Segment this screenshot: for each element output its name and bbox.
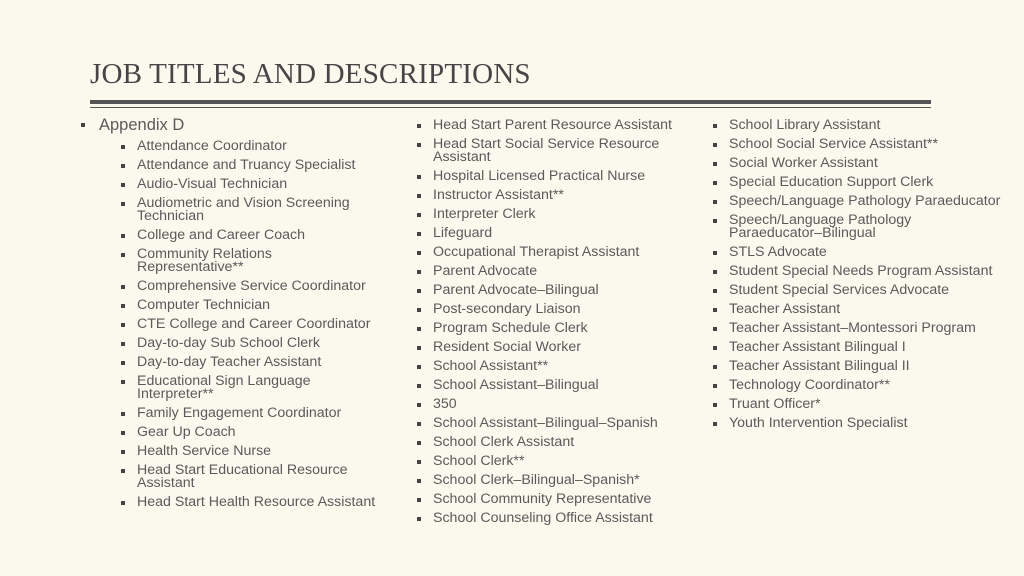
list-item	[711, 243, 1001, 262]
square-bullet-icon	[713, 251, 717, 255]
job-title-text: Head Start Health Resource Assistant	[137, 494, 376, 510]
appendix-heading-label: Appendix D	[99, 116, 185, 134]
square-bullet-icon	[713, 162, 717, 166]
square-bullet-icon	[121, 253, 125, 257]
square-bullet-icon	[121, 361, 125, 365]
square-bullet-icon	[417, 232, 421, 236]
square-bullet-icon	[417, 422, 421, 426]
square-bullet-icon	[417, 194, 421, 198]
job-title-text: Gear Up Coach	[137, 424, 236, 440]
job-title-text: Comprehensive Service Coordinator	[137, 278, 366, 294]
job-title-text: Interpreter Clerk	[433, 206, 536, 222]
square-bullet-icon	[121, 412, 125, 416]
job-titles-column-3	[711, 116, 1001, 433]
list-item	[80, 372, 380, 404]
square-bullet-icon	[713, 327, 717, 331]
list-item	[415, 205, 690, 224]
list-item	[415, 452, 690, 471]
job-title-text: Health Service Nurse	[137, 443, 272, 459]
list-item	[711, 135, 1001, 154]
job-title-text: STLS Advocate	[729, 244, 827, 260]
list-item	[711, 281, 1001, 300]
list-item	[415, 243, 690, 262]
list-item	[80, 277, 380, 296]
square-bullet-icon	[417, 384, 421, 388]
list-item	[80, 423, 380, 442]
job-title-text: School Library Assistant	[729, 117, 881, 133]
square-bullet-icon	[417, 175, 421, 179]
list-item	[711, 395, 1001, 414]
slide-title: JOB TITLES AND DESCRIPTIONS	[90, 58, 531, 90]
square-bullet-icon	[713, 403, 717, 407]
square-bullet-icon	[121, 342, 125, 346]
job-title-text: Day-to-day Teacher Assistant	[137, 354, 322, 370]
list-item	[711, 116, 1001, 135]
square-bullet-icon	[713, 219, 717, 223]
square-bullet-icon	[713, 270, 717, 274]
square-bullet-icon	[713, 346, 717, 350]
job-title-text: Speech/Language Pathology Paraeducator–Bilingual	[729, 212, 912, 241]
square-bullet-icon	[417, 479, 421, 483]
list-item	[415, 490, 690, 509]
square-bullet-icon	[121, 285, 125, 289]
list-item	[415, 135, 690, 167]
job-title-text: Audio-Visual Technician	[137, 176, 288, 192]
list-item	[80, 404, 380, 423]
list-item	[711, 338, 1001, 357]
list-item	[415, 262, 690, 281]
job-title-text: Head Start Parent Resource Assistant	[433, 117, 672, 133]
job-title-text: Special Education Support Clerk	[729, 174, 934, 190]
job-title-text: School Clerk Assistant	[433, 434, 575, 450]
job-title-text: School Assistant–Bilingual	[433, 377, 599, 393]
job-title-text: Speech/Language Pathology Paraeducator	[729, 193, 1001, 209]
square-bullet-icon	[417, 251, 421, 255]
square-bullet-icon	[713, 181, 717, 185]
square-bullet-icon	[417, 460, 421, 464]
job-title-text: Instructor Assistant**	[433, 187, 564, 203]
square-bullet-icon	[121, 304, 125, 308]
square-bullet-icon	[417, 365, 421, 369]
job-title-text: Community Relations Representative**	[137, 246, 272, 275]
job-title-text: Attendance and Truancy Specialist	[137, 157, 356, 173]
square-bullet-icon	[417, 498, 421, 502]
job-title-text: Audiometric and Vision Screening Technician	[137, 195, 350, 224]
list-item	[80, 461, 380, 493]
job-title-text: Computer Technician	[137, 297, 271, 313]
job-title-text: Post-secondary Liaison	[433, 301, 581, 317]
square-bullet-icon	[121, 145, 125, 149]
job-title-text: Occupational Therapist Assistant	[433, 244, 640, 260]
list-item	[711, 192, 1001, 211]
job-title-text: 350	[433, 396, 457, 412]
job-title-text: Hospital Licensed Practical Nurse	[433, 168, 646, 184]
job-title-text: Program Schedule Clerk	[433, 320, 588, 336]
list-item	[80, 315, 380, 334]
square-bullet-icon	[121, 202, 125, 206]
square-bullet-icon	[121, 431, 125, 435]
list-item	[80, 442, 380, 461]
square-bullet-icon	[713, 422, 717, 426]
job-title-text: School Clerk–Bilingual–Spanish*	[433, 472, 640, 488]
job-title-text: School Assistant–Bilingual–Spanish	[433, 415, 658, 431]
list-item	[415, 414, 690, 433]
job-title-text: College and Career Coach	[137, 227, 305, 243]
square-bullet-icon	[121, 501, 125, 505]
list-item	[80, 194, 380, 226]
job-title-text: Student Special Needs Program Assistant	[729, 263, 993, 279]
job-title-text: School Social Service Assistant**	[729, 136, 938, 152]
square-bullet-icon	[417, 213, 421, 217]
list-item	[415, 281, 690, 300]
square-bullet-icon	[713, 365, 717, 369]
job-title-text: Educational Sign Language Interpreter**	[137, 373, 311, 402]
job-title-text: Technology Coordinator**	[729, 377, 890, 393]
title-divider-thin	[90, 107, 931, 108]
square-bullet-icon	[713, 143, 717, 147]
job-title-text: School Counseling Office Assistant	[433, 510, 653, 526]
job-title-text: Resident Social Worker	[433, 339, 581, 355]
job-title-text: Teacher Assistant–Montessori Program	[729, 320, 976, 336]
list-item	[415, 167, 690, 186]
job-title-text: Teacher Assistant Bilingual II	[729, 358, 910, 374]
square-bullet-icon	[121, 323, 125, 327]
list-item	[711, 262, 1001, 281]
job-title-text: School Community Representative	[433, 491, 652, 507]
square-bullet-icon	[713, 308, 717, 312]
list-item	[415, 471, 690, 490]
list-item	[80, 175, 380, 194]
job-title-text: Family Engagement Coordinator	[137, 405, 342, 421]
list-item	[711, 173, 1001, 192]
list-item	[80, 493, 380, 512]
list-item	[415, 395, 690, 414]
job-titles-column-2	[415, 116, 690, 528]
square-bullet-icon	[417, 517, 421, 521]
job-titles-column-1	[80, 116, 380, 512]
list-item	[711, 376, 1001, 395]
square-bullet-icon	[417, 143, 421, 147]
square-bullet-icon	[417, 270, 421, 274]
square-bullet-icon	[417, 124, 421, 128]
job-title-text: Teacher Assistant	[729, 301, 841, 317]
appendix-heading	[80, 116, 380, 137]
square-bullet-icon	[417, 289, 421, 293]
list-item	[80, 296, 380, 315]
job-title-text: Teacher Assistant Bilingual I	[729, 339, 906, 355]
job-title-text: School Clerk**	[433, 453, 525, 469]
job-title-text: School Assistant**	[433, 358, 549, 374]
job-title-text: Youth Intervention Specialist	[729, 415, 908, 431]
list-item	[415, 433, 690, 452]
list-item	[415, 224, 690, 243]
list-item	[711, 300, 1001, 319]
list-item	[711, 319, 1001, 338]
square-bullet-icon	[417, 403, 421, 407]
list-item	[415, 357, 690, 376]
square-bullet-icon	[713, 384, 717, 388]
square-bullet-icon	[713, 289, 717, 293]
list-item	[711, 211, 1001, 243]
job-title-text: Parent Advocate–Bilingual	[433, 282, 599, 298]
square-bullet-icon	[121, 380, 125, 384]
job-title-text: Lifeguard	[433, 225, 493, 241]
list-item	[711, 414, 1001, 433]
list-item	[80, 156, 380, 175]
job-title-text: Social Worker Assistant	[729, 155, 878, 171]
job-title-text: Parent Advocate	[433, 263, 538, 279]
square-bullet-icon	[417, 441, 421, 445]
list-item	[415, 116, 690, 135]
list-item	[415, 319, 690, 338]
list-item	[415, 338, 690, 357]
title-divider-thick	[90, 100, 931, 104]
job-title-text: Truant Officer*	[729, 396, 821, 412]
square-bullet-icon	[121, 469, 125, 473]
job-title-text: Head Start Social Service Resource Assistant	[433, 136, 660, 165]
square-bullet-icon	[417, 327, 421, 331]
list-item	[80, 245, 380, 277]
list-item	[415, 300, 690, 319]
job-title-text: Student Special Services Advocate	[729, 282, 950, 298]
list-item	[415, 376, 690, 395]
list-item	[711, 357, 1001, 376]
list-item	[415, 186, 690, 205]
job-title-text: Attendance Coordinator	[137, 138, 287, 154]
job-title-text: CTE College and Career Coordinator	[137, 316, 371, 332]
list-item	[711, 154, 1001, 173]
list-item	[80, 334, 380, 353]
list-item	[80, 226, 380, 245]
square-bullet-icon	[417, 346, 421, 350]
square-bullet-icon	[121, 450, 125, 454]
list-item	[80, 353, 380, 372]
square-bullet-icon	[417, 308, 421, 312]
square-bullet-icon	[121, 183, 125, 187]
square-bullet-icon	[121, 234, 125, 238]
list-item	[415, 509, 690, 528]
square-bullet-icon	[713, 200, 717, 204]
square-bullet-icon	[121, 164, 125, 168]
job-title-text: Head Start Educational Resource Assistant	[137, 462, 348, 491]
square-bullet-icon	[713, 124, 717, 128]
list-item	[80, 137, 380, 156]
job-title-text: Day-to-day Sub School Clerk	[137, 335, 320, 351]
square-bullet-icon	[81, 123, 85, 127]
